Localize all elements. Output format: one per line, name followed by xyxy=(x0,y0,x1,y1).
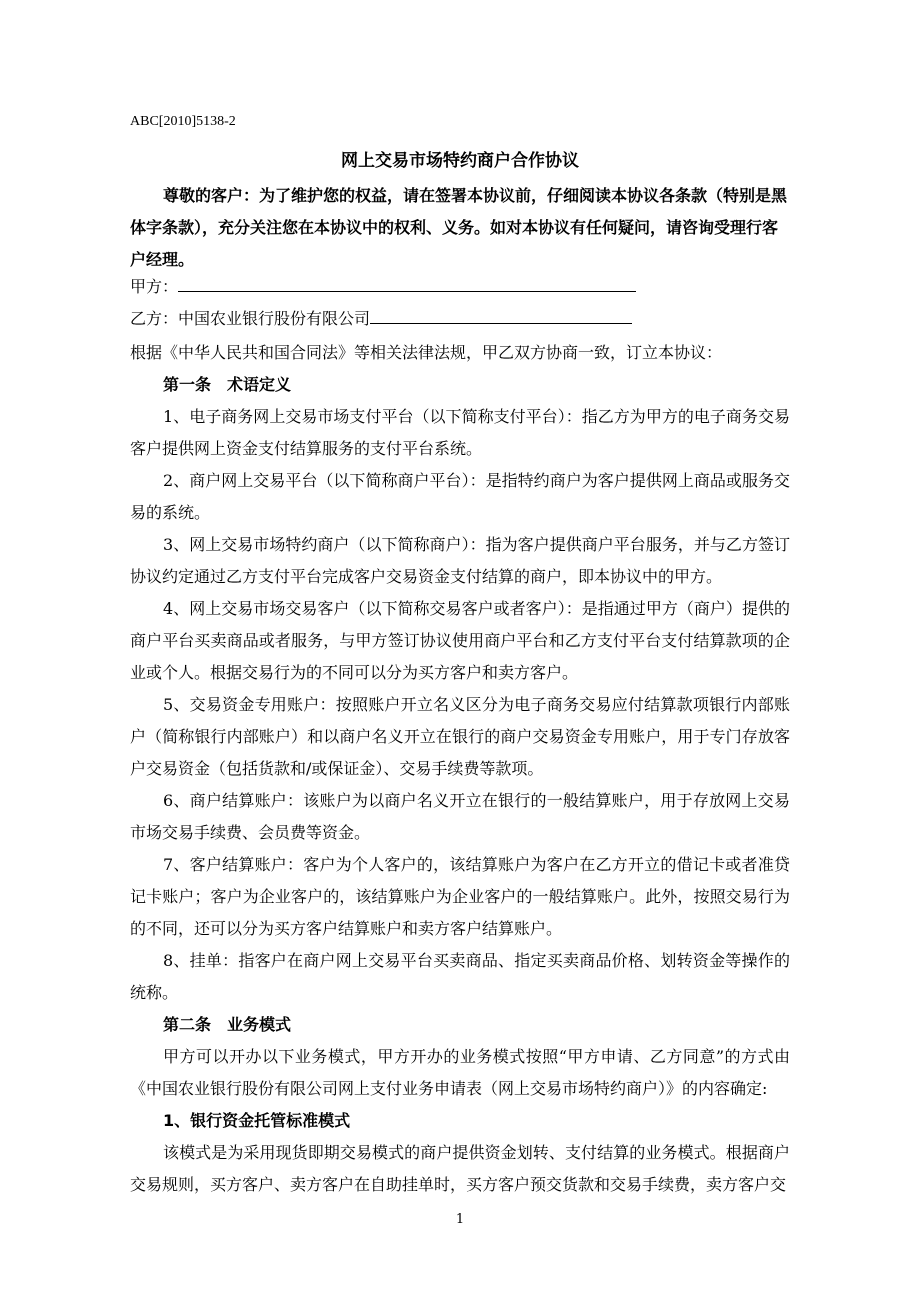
definition-4: 4、网上交易市场交易客户（以下简称交易客户或者客户）：是指通过甲方（商户）提供的商户平台买卖商品或者服务，与甲方签订协议使用商户平台和乙方支付平台支付结算款项的企业或个人。根据交易行为的不同可以分为买方客户和卖方客户。 xyxy=(130,599,790,682)
mode-1-heading: 1、银行资金托管标准模式 xyxy=(163,1111,351,1130)
mode-1-text: 该模式是为采用现货即期交易模式的商户提供资金划转、支付结算的业务模式。根据商户交易规则，买方客户、卖方客户在自助挂单时，买方客户预交货款和交易手续费，卖方客户交 xyxy=(130,1143,790,1194)
definition-3: 3、网上交易市场特约商户（以下简称商户）：指为客户提供商户平台服务，并与乙方签订协议约定通过乙方支付平台完成客户交易资金支付结算的商户，即本协议中的甲方。 xyxy=(130,535,790,586)
article-1-heading: 第一条 术语定义 xyxy=(163,375,292,394)
article-2-intro: 甲方可以开办以下业务模式，甲方开办的业务模式按照“甲方申请、乙方同意”的方式由《中国农业银行股份有限公司网上支付业务申请表（网上交易市场特约商户）》的内容确定: xyxy=(130,1047,790,1098)
article-2-heading: 第二条 业务模式 xyxy=(163,1015,292,1034)
definition-2: 2、商户网上交易平台（以下简称商户平台）：是指特约商户为客户提供网上商品或服务交易的系统。 xyxy=(130,471,790,522)
agreement-body xyxy=(130,337,790,1201)
preamble: 根据《中华人民共和国合同法》等相关法律法规，甲乙双方协商一致，订立本协议： xyxy=(130,343,723,362)
customer-notice: 尊敬的客户：为了维护您的权益，请在签署本协议前，仔细阅读本协议各条款（特别是黑体字条款），充分关注您在本协议中的权利、义务。如对本协议有任何疑问，请咨询受理行客户经理。 xyxy=(130,186,788,269)
party-b-blank-line xyxy=(370,309,632,324)
party-b-row xyxy=(130,306,632,329)
document-number: ABC[2010]5138-2 xyxy=(130,114,236,129)
definition-6: 6、商户结算账户：该账户为以商户名义开立在银行的一般结算账户，用于存放网上交易市场交易手续费、会员费等资金。 xyxy=(130,791,790,842)
party-a-blank-line xyxy=(178,277,636,292)
definition-5: 5、交易资金专用账户：按照账户开立名义区分为电子商务交易应付结算款项银行内部账户（简称银行内部账户）和以商户名义开立在银行的商户交易资金专用账户，用于专门存放客户交易资金（包括货款和/或保证金）、交易手续费等款项。 xyxy=(130,695,790,778)
definition-1: 1、电子商务网上交易市场支付平台（以下简称支付平台）：指乙方为甲方的电子商务交易客户提供网上资金支付结算服务的支付平台系统。 xyxy=(130,407,790,458)
definition-8: 8、挂单：指客户在商户网上交易平台买卖商品、指定买卖商品价格、划转资金等操作的统称。 xyxy=(130,951,790,1002)
page-number: 1 xyxy=(455,1212,465,1227)
definition-7: 7、客户结算账户：客户为个人客户的，该结算账户为客户在乙方开立的借记卡或者准贷记卡账户；客户为企业客户的，该结算账户为企业客户的一般结算账户。此外，按照交易行为的不同，还可以分为买方客户结算账户和卖方客户结算账户。 xyxy=(130,855,790,938)
party-b-label: 乙方：中国农业银行股份有限公司 xyxy=(130,309,371,328)
document-title: 网上交易市场特约商户合作协议 xyxy=(341,151,579,171)
party-a-label: 甲方： xyxy=(130,277,179,296)
party-a-row xyxy=(130,274,636,297)
